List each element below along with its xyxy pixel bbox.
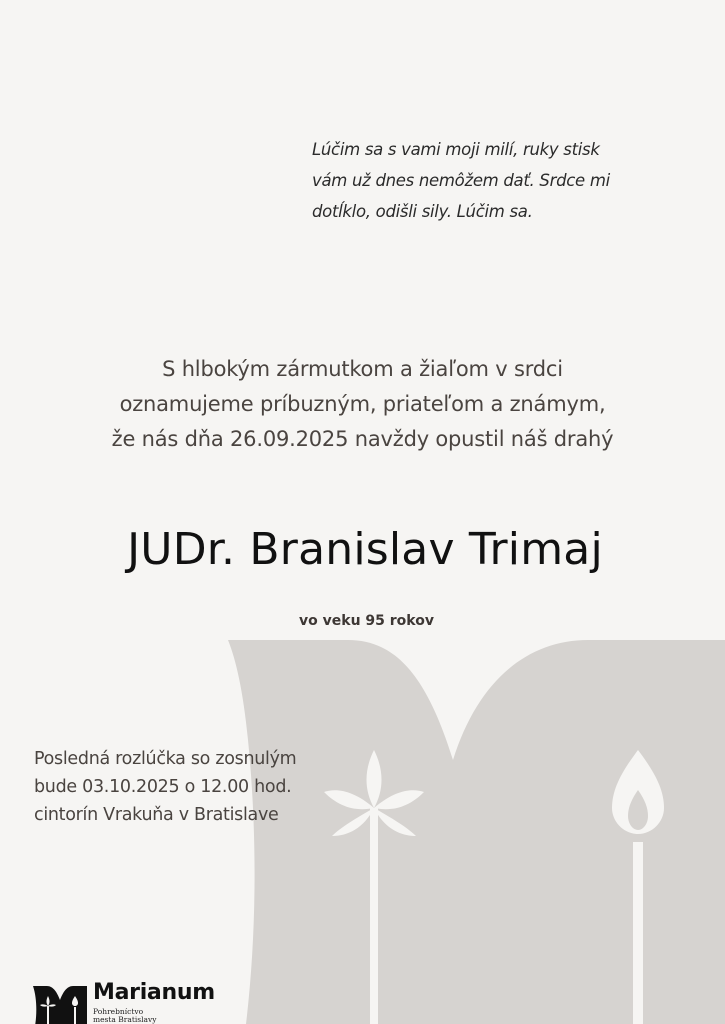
- announcement-line: S hlbokým zármutkom a žiaľom v srdci: [162, 357, 563, 381]
- logo-subtitle: [93, 1008, 156, 1024]
- poem-line: Lúčim sa s vami moji milí, ruky stisk: [312, 140, 600, 159]
- death-announcement: [40, 352, 685, 457]
- funeral-details: [34, 745, 354, 829]
- marianum-emblem-icon: [33, 984, 87, 1024]
- funeral-detail-line: cintorín Vrakuňa v Bratislave: [34, 805, 279, 825]
- deceased-name: JUDr. Branislav Trimaj: [127, 524, 603, 575]
- marianum-emblem-watermark-icon: [228, 640, 725, 1024]
- poem-line: vám už dnes nemôžem dať. Srdce mi: [312, 171, 610, 190]
- funeral-detail-line: Posledná rozlúčka so zosnulým: [34, 749, 297, 769]
- logo-subtitle-line: mesta Bratislavy: [93, 1015, 157, 1024]
- farewell-poem: [312, 134, 642, 227]
- deceased-age: vo veku 95 rokov: [299, 613, 434, 629]
- logo-brand-name: Marianum: [93, 980, 215, 1005]
- funeral-detail-line: bude 03.10.2025 o 12.00 hod.: [34, 777, 292, 797]
- announcement-line: oznamujeme príbuzným, priateľom a známym,: [119, 392, 606, 416]
- marianum-logo: [33, 980, 233, 1024]
- poem-line: dotĺklo, odišli sily. Lúčim sa.: [312, 202, 533, 221]
- announcement-line: že nás dňa 26.09.2025 navždy opustil náš drahý: [111, 427, 614, 451]
- logo-subtitle-line: Pohrebníctvo: [93, 1007, 144, 1016]
